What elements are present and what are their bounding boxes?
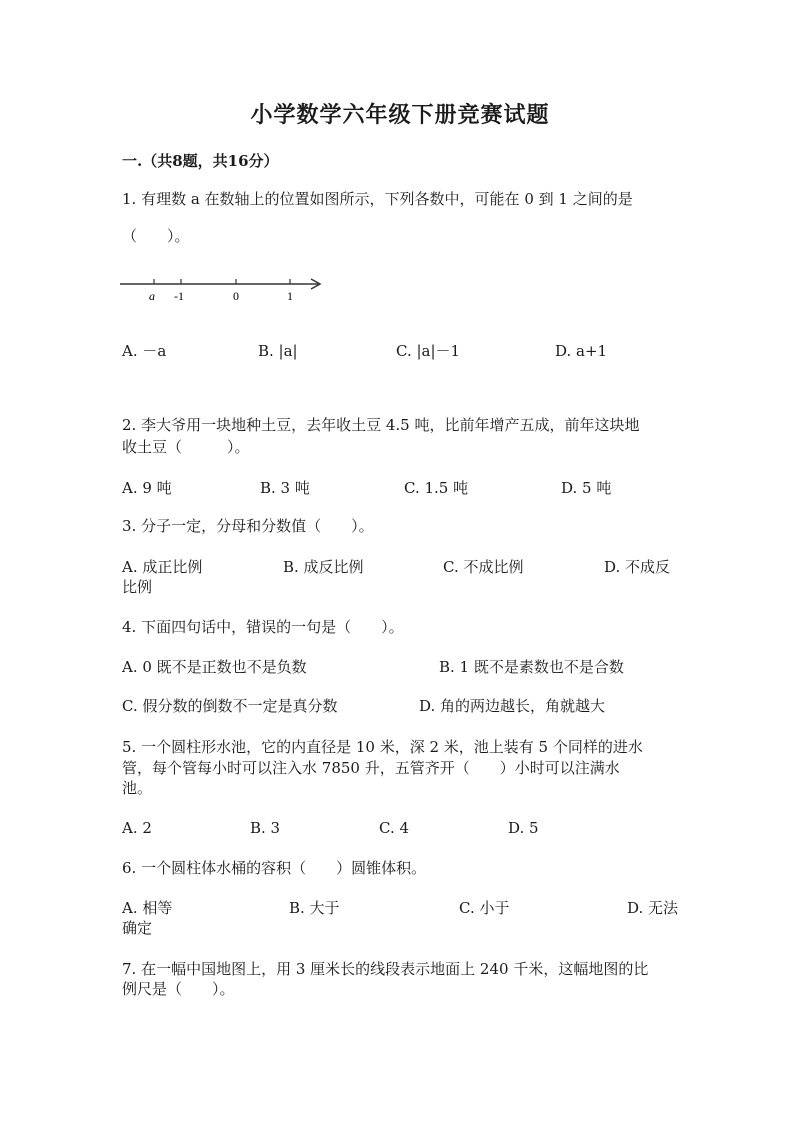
q6-option-d-wrap: 确定 — [122, 919, 153, 937]
q3-option-d-wrap: 比例 — [122, 578, 153, 596]
q2-option-a: A. 9 吨 — [122, 479, 172, 497]
q2-option-b: B. 3 吨 — [260, 479, 310, 497]
q5-option-b: B. 3 — [250, 819, 281, 837]
tick-label-a: a — [149, 289, 155, 303]
q1-option-a: A. －a — [122, 342, 167, 360]
tick-label-1: 1 — [287, 289, 293, 303]
q1-option-c: C. |a|－1 — [396, 342, 461, 360]
q4-option-d: D. 角的两边越长，角就越大 — [419, 697, 606, 715]
q4-option-b: B. 1 既不是素数也不是合数 — [439, 658, 624, 676]
tick-label-0: 0 — [233, 289, 239, 303]
q2-line2: 收土豆（ ）。 — [122, 438, 250, 456]
q5-option-d: D. 5 — [508, 819, 539, 837]
q5-line3: 池。 — [122, 779, 153, 797]
q5-line1: 5. 一个圆柱形水池，它的内直径是 10 米，深 2 米，池上装有 5 个同样的进水 — [122, 738, 643, 756]
q6-option-d: D. 无法 — [627, 899, 679, 917]
q2-line1: 2. 李大爷用一块地种土豆，去年收土豆 4.5 吨，比前年增产五成，前年这块地 — [122, 416, 640, 434]
q5-option-a: A. 2 — [122, 819, 152, 837]
q6-line1: 6. 一个圆柱体水桶的容积（ ）圆锥体积。 — [122, 859, 427, 877]
q3-option-d: D. 不成反 — [604, 558, 671, 576]
q3-option-a: A. 成正比例 — [122, 558, 203, 576]
q5-line2: 管，每个管每小时可以注入水 7850 升，五管齐开（ ）小时可以注满水 — [122, 759, 620, 777]
q1-option-b: B. |a| — [258, 342, 298, 360]
tick-label-minus-1: -1 — [174, 289, 184, 303]
q6-option-a: A. 相等 — [122, 899, 173, 917]
q1-option-d: D. a+1 — [555, 342, 608, 360]
q4-option-c: C. 假分数的倒数不一定是真分数 — [122, 697, 338, 715]
q3-option-b: B. 成反比例 — [283, 558, 364, 576]
q3-line1: 3. 分子一定，分母和分数值（ ）。 — [122, 517, 374, 535]
q6-option-c: C. 小于 — [459, 899, 510, 917]
q7-line1: 7. 在一幅中国地图上，用 3 厘米长的线段表示地面上 240 千米，这幅地图的比 — [122, 960, 649, 978]
section-heading: 一.（共8题，共16分） — [122, 152, 279, 170]
page-title: 小学数学六年级下册竞赛试题 — [250, 102, 550, 128]
q1-line1: 1. 有理数 a 在数轴上的位置如图所示，下列各数中，可能在 0 到 1 之间的是 — [122, 190, 633, 208]
q6-option-b: B. 大于 — [289, 899, 340, 917]
number-line-figure — [118, 272, 328, 308]
q4-option-a: A. 0 既不是正数也不是负数 — [122, 658, 307, 676]
q4-line1: 4. 下面四句话中，错误的一句是（ ）。 — [122, 618, 404, 636]
q3-option-c: C. 不成比例 — [443, 558, 524, 576]
q2-option-c: C. 1.5 吨 — [404, 479, 469, 497]
q5-option-c: C. 4 — [379, 819, 410, 837]
q1-line2: （ ）。 — [122, 227, 190, 245]
q7-line2: 例尺是（ ）。 — [122, 980, 235, 998]
q2-option-d: D. 5 吨 — [561, 479, 612, 497]
